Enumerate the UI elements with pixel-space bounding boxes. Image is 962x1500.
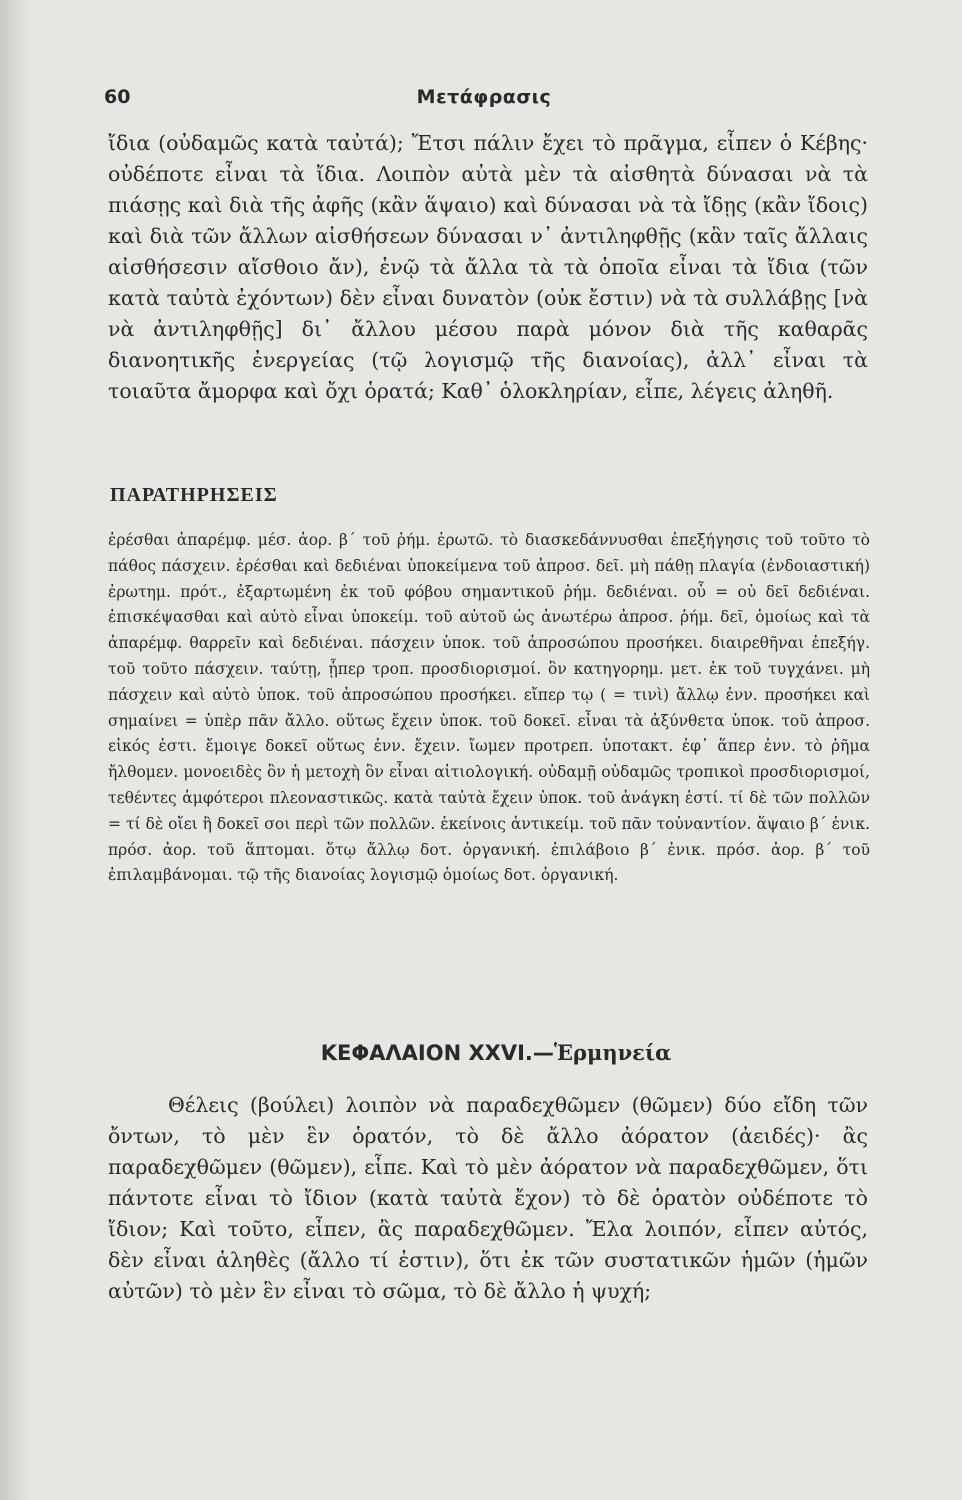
page-edge-shadow xyxy=(0,0,30,1500)
notes-heading: ΠΑΡΑΤΗΡΗΣΕΙΣ xyxy=(110,484,278,506)
chapter-heading xyxy=(0,1040,962,1065)
page-number: 60 xyxy=(104,86,131,108)
chapter-subtitle: Ἑρμηνεία xyxy=(553,1040,672,1065)
translation-paragraph-2: Θέλεις (βούλει) λοιπὸν νὰ παραδεχθῶμεν (θῶμεν) δύο εἴδη τῶν ὄντων, τὸ μὲν ἓν ὁρατόν, τὸ δὲ ἄλλο ἀόρατον (ἀειδές)· ἂς παραδεχθῶμεν (θῶμεν), εἶπε. Καὶ τὸ μὲν ἀόρατον νὰ παραδεχθῶμεν, ὅτι πάντοτε εἶναι τὸ ἴδιον (κατὰ ταὐτὰ ἔχον) τὸ δὲ ὁρατὸν οὐδέποτε τὸ ἴδιον; Καὶ τοῦτο, εἶπεν, ἂς παραδεχθῶμεν. Ἔλα λοιπόν, εἶπεν αὐτός, δὲν εἶναι ἀληθὲς (ἄλλο τί ἐστιν), ὅτι ἐκ τῶν συστατικῶν ἡμῶν (ἡμῶν αὐτῶν) τὸ μὲν ἓν εἶναι τὸ σῶμα, τὸ δὲ ἄλλο ἡ ψυχή; xyxy=(108,1093,868,1303)
notes-text: ἐρέσθαι ἀπαρέμφ. μέσ. ἀορ. β´ τοῦ ῥήμ. ἐρωτῶ. τὸ διασκεδάννυσθαι ἐπεξήγησις τοῦ τοῦτο τὸ πάθος πάσχειν. ἐρέσθαι καὶ δεδιέναι ὑποκείμενα τοῦ ἀπροσ. δεῖ. μὴ πάθῃ πλαγία (ἐνδοιαστική) ἐρωτημ. πρότ., ἐξαρτωμένη ἐκ τοῦ φόβου σημαντικοῦ ῥήμ. δεδιέναι. οὗ = οὐ δεῖ δεδιέναι. ἐπισκέψασθαι καὶ αὐτὸ εἶναι ὑποκείμ. τοῦ αὐτοῦ ὡς ἀνωτέρω ἀπροσ. ῥήμ. δεῖ, ὁμοίως καὶ τὰ ἀπαρέμφ. θαρρεῖν καὶ δεδιέναι. πάσχειν ὑποκ. τοῦ ἀπροσώπου προσήκει. διαιρεθῆναι ἐπεξήγ. τοῦ τοῦτο πάσχειν. ταύτῃ, ᾗπερ τροπ. προσδιορισμοί. ὃν κατηγορημ. μετ. ἐκ τοῦ τυγχάνει. μὴ πάσχειν καὶ αὐτὸ ὑποκ. τοῦ ἀπροσώπου προσήκει. εἴπερ τῳ ( = τινὶ) ἄλλῳ ἐνν. προσήκει καὶ σημαίνει = ὑπὲρ πᾶν ἄλλο. οὕτως ἔχειν ὑποκ. τοῦ δοκεῖ. εἶναι τὰ ἀξύνθετα ὑποκ. τοῦ ἀπροσ. εἰκός ἐστι. ἔμοιγε δοκεῖ οὕτως ἐνν. ἔχειν. ἴωμεν προτρεπ. ὑποτακτ. ἐφ᾽ ἅπερ ἐνν. τὸ ῥῆμα ἤλθομεν. μονοειδὲς ὂν ἡ μετοχὴ ὂν εἶναι αἰτιολογική. οὐδαμῇ οὐδαμῶς τροπικοὶ προσδιορισμοί, τεθέντες ἀμφότεροι πλεοναστικῶς. κατὰ ταὐτὰ ἔχειν ὑποκ. τοῦ ἀνάγκη ἐστί. τί δὲ τῶν πολλῶν = τί δὲ οἴει ἢ δοκεῖ σοι περὶ τῶν πολλῶν. ἐκείνοις ἀντικείμ. τοῦ πᾶν τοὐναντίον. ἅψαιο β´ ἐνικ. πρόσ. ἀορ. τοῦ ἅπτομαι. ὅτῳ ἄλλῳ δοτ. ὀργανική. ἐπιλάβοιο β´ ἐνικ. πρόσ. ἀορ. β´ τοῦ ἐπιλαμβάνομαι. τῷ τῆς διανοίας λογισμῷ ὁμοίως δοτ. ὀργανική. xyxy=(108,531,870,885)
translation-paragraph-1: ἴδια (οὐδαμῶς κατὰ ταὐτά); Ἔτσι πάλιν ἔχει τὸ πρᾶγμα, εἶπεν ὁ Κέβης· οὐδέποτε εἶναι τὰ ἴδια. Λοιπὸν αὐτὰ μὲν τὰ αἰσθητὰ δύνασαι νὰ τὰ πιάσῃς καὶ διὰ τῆς ἀφῆς (κἂν ἅψαιο) καὶ δύνασαι νὰ τὰ ἴδῃς (κἂν ἴδοις) καὶ διὰ τῶν ἄλλων αἰσθήσεων δύνασαι ν᾽ ἀντιληφθῇς (κἂν ταῖς ἄλλαις αἰσθήσεσιν αἴσθοιο ἄν), ἐνῷ τὰ ἄλλα τὰ τὰ ὁποῖα εἶναι τὰ ἴδια (τῶν κατὰ ταὐτὰ ἐχόντων) δὲν εἶναι δυνατὸν (οὐκ ἔστιν) νὰ τὰ συλλάβῃς [νὰ νὰ ἀντιληφθῇς] δι᾽ ἄλλου μέσου παρὰ μόνον διὰ τῆς καθαρᾶς διανοητικῆς ἐνεργείας (τῷ λογισμῷ τῆς διανοίας), ἀλλ᾽ εἶναι τὰ τοιαῦτα ἄμορφα καὶ ὄχι ὁρατά; Καθ᾽ ὁλοκληρίαν, εἶπε, λέγεις ἀληθῆ. xyxy=(108,131,868,403)
chapter-number: ΚΕΦΑΛΑΙΟΝ XXVI.— xyxy=(320,1041,554,1065)
page-header xyxy=(104,86,864,116)
running-title: Μετάφρασις xyxy=(416,86,552,108)
